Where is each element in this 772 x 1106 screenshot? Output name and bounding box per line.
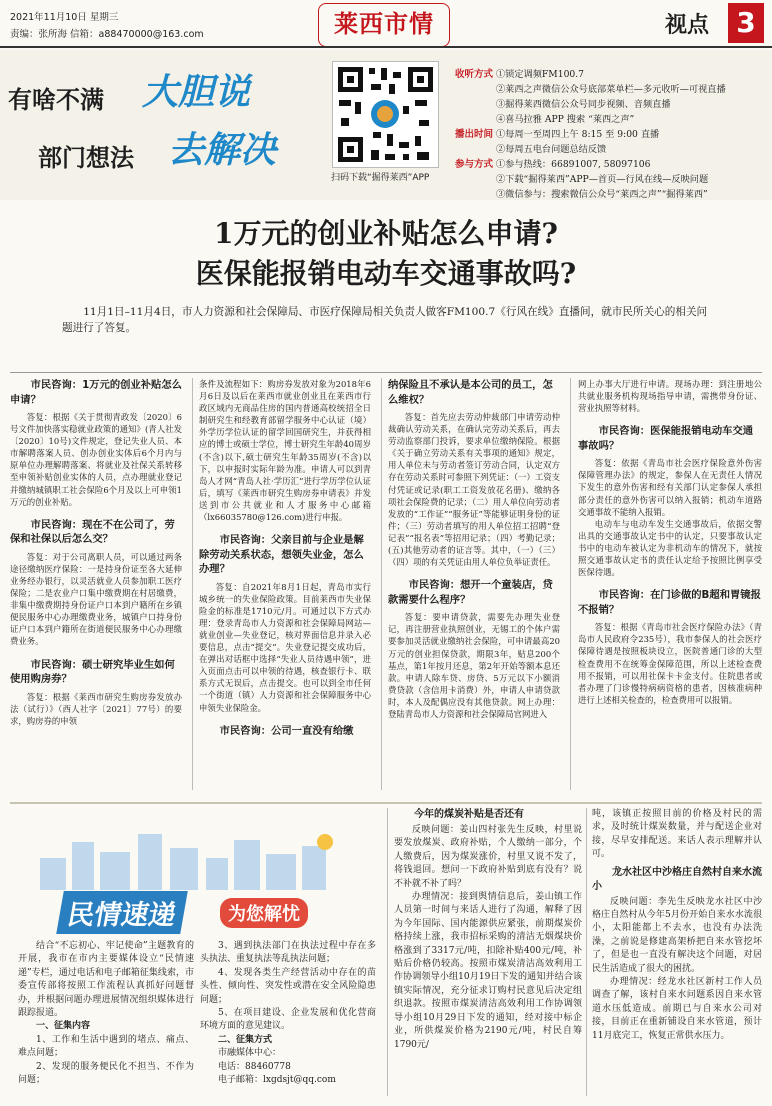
lead-paragraph: 11月1日–11月4日，市人力资源和社会保障局、市医疗保障局相关负责人做客FM100.7《行风在线》直播间，就市民所关心的相关问题进行了答复。 — [62, 306, 708, 334]
story-title: 龙水社区中沙格庄自然村自来水流小 — [592, 866, 762, 892]
slogan-2a: 部门想法 — [38, 144, 134, 172]
question-heading: 纳保险且不承认是本公司的员工，怎么维权？ — [388, 379, 553, 406]
masthead-logo: 莱西市情 — [318, 3, 450, 47]
answer-paragraph: 答复：根据《莱西市研究生购房券发放办法（试行）》（西人社字〔2021〕77号）的要求，购房券的申领 — [10, 691, 182, 726]
question-heading: 市民咨询：1万元的创业补贴怎么申请？ — [10, 379, 182, 406]
question-heading: 市民咨询：在门诊做的B超和胃镜报不报销？ — [578, 589, 761, 616]
answer-paragraph: 条件及流程如下：购房券发放对象为2018年6月6日及以后在莱西市就业创业且在莱西市行政区域内无商品住房的国内普通高校统招全日制研究生和经教育部留学服务中心认证（境）外学历学位认证的留学回国研究生，并获得相应的博士或硕士学位，博士研究生年龄40周岁(不含)以下,硕士研究生年龄35周岁(不含)以下，以申报时实际年龄为准。申请人可以到青岛人才网“青岛人社·学历汇”进行学历学位认证后，填写《莱西市研究生购房券申请表》并发送到市公共就业和人才服务中心邮箱（lx66035780@126.com)进行申报。 — [199, 379, 371, 523]
broadcast-label: 播出时间 — [455, 129, 494, 140]
participate-item: ②下载“掘得莱西”APP—首页—行风在线—反映问题 — [496, 174, 709, 185]
article-column-4 — [578, 378, 762, 706]
answer-paragraph: 答复：依据《青岛市社会医疗保险意外伤害保障管理办法》的规定，参保人在无责任人情况下发生的意外伤害和经有关部门认定参保人承担部分责任的意外伤害可以纳入报销；机动车道路交通事故不能纳入报销。 — [578, 458, 762, 517]
slogan-1b: 大胆说 — [142, 71, 251, 113]
method-org: 市融媒体中心： — [218, 1048, 282, 1059]
story-2 — [592, 808, 762, 1043]
scope-item: 4、发现各类生产经营活动中存在的苗头性、倾向性、突发性或潜在安全风险隐患问题； — [200, 967, 376, 1005]
channels-label: 收听方式 — [455, 69, 494, 80]
column-rule — [387, 808, 388, 1096]
scope-heading: 一、征集内容 — [36, 1021, 91, 1032]
answer-paragraph: 答复：要申请贷款，需要先办理失业登记，再注册营业执照创业，无锡工的个体户需要参加灵活就业缴纳社会保险，可申请最高20万元的创业担保贷款，期限3年，贴息200个基点，第1年按月还息，第2年开始等额本息还款。申请人除车贷、房贷、5万元以下小额消费贷款（含信用卡消费）外，申请人申请贷款时，本人及配偶应没有其他贷款。网上办理：登陆青岛市人力资源和社会保障局官网进入 — [388, 612, 560, 719]
story-paragraph: 吨，该镇正按照目前的价格及村民的需求，及时统计煤炭数量，并与配送企业对接，尽早安排配送。来话人表示理解并认可。 — [592, 809, 762, 860]
story-title: 今年的煤炭补贴是否还有 — [414, 809, 524, 820]
column-rule — [570, 378, 571, 790]
answer-paragraph: 答复：自2021年8月1日起，青岛市实行城乡统一的失业保险政策。目前莱西市失业保险金的标准是1710元/月。可通过以下方式办理：登录青岛市人力资源和社会保障局网站—就业创业—失业登记，核对界面信息并录入必要信息，点击“提交”。失业登记提交成功后，在弹出对话框中选择“失业人员待遇申领”，进入页面点击可以申领的待遇，核查银行卡、联系方式无误后，点击提交。也可以到全市任何一个街道（镇）人力资源和社会保障服务中心申领失业保险金。 — [199, 581, 371, 713]
scope-column — [200, 940, 376, 1087]
article-column-2 — [199, 378, 371, 742]
column-logo — [52, 888, 332, 944]
story-paragraph: 反映问题：姜山四村张先生反映，村里说要发放煤炭、政府补贴，个人缴纳一部分，个人缴费后，因为煤炭涨价，村里又说不发了，将钱退回。想问一下政府补贴到底有没有？说不补就不补了吗？ — [394, 825, 582, 889]
page-number: 3 — [728, 3, 764, 43]
article-column-3 — [388, 378, 560, 720]
broadcast-item: ②每周五电台问题总结反馈 — [496, 144, 607, 155]
channel-item: ②莱西之声微信公众号底部菜单栏—多元收听—可视直播 — [496, 84, 726, 95]
method-email: 电子邮箱：lxgdsjt@qq.com — [218, 1075, 336, 1086]
answer-paragraph: 答复：对于公司离职人员，可以通过两条途径缴纳医疗保险：一是持身份证至各大延伸业务经办银行，以灵活就业人员参加职工医疗保险；二是农业户口集中缴费期在村居缴费，非集中缴费期持身份证户口本到户籍所在乡镇便民服务中心办理缴费业务，城镇户口持身份证户口本到户籍所在街道便民服务中心办理缴费业务。 — [10, 551, 182, 647]
column-rule — [586, 808, 587, 1096]
headline-line-2: 医保能报销电动车交通事故吗? — [195, 257, 577, 290]
story-paragraph: 反映问题：李先生反映龙水社区中沙格庄自然村从今年5月份开始自来水水流很小，太阳能都上不去水，也没有办法洗澡，之前说是修建高架桥把自来水管挖坏了，但是也一直没有解决这个问题，对居民生活造成了很大的困扰。 — [592, 896, 762, 974]
intro-column — [18, 940, 194, 1087]
column-logo-title: 民情速递 — [56, 891, 188, 934]
answer-paragraph: 答复：根据《关于贯彻青政发〔2020〕6号文件加快落实稳就业政策的通知》(青人社发〔2020〕10号)文件规定，登记失业人员、本市解聘落案人员、创办创业实体后6个月内与原单位办理解聘落案、将就业及社保关系转移至申领补贴创业实体的人员，点办理就业登记并缴纳城镇职工社会保险6个月及以上可申领1万元的创业补贴。 — [10, 412, 182, 507]
question-heading: 市民咨询：想开一个童装店，贷款需要什么程序？ — [388, 579, 553, 606]
editor-info: 责编：张所海 信箱：a88470000@163.com — [10, 29, 204, 40]
section-name: 视点 — [665, 13, 710, 38]
qr-caption: 扫码下载“掘得莱西”APP — [331, 173, 430, 183]
question-heading: 市民咨询：父亲目前与企业是解除劳动关系状态，想领失业金，怎么办理？ — [199, 534, 364, 576]
scope-item: 3、遇到执法部门在执法过程中存在多头执法、重复执法等乱执法问题； — [200, 941, 376, 965]
header-divider — [0, 46, 772, 48]
answer-paragraph: 答复：根据《青岛市社会医疗保险办法》（青岛市人民政府令235号），我市参保人的社会医疗保障待遇是按照板块设立，医院普通门诊的大型检查费用不在统筹金保障范围，所以上述检查费用不报销，可以用社保卡卡金支付。住院患者或者办理了门诊慢特病病资格的患者，因核准病种进行上述相关检查的，检查费用可以报销。 — [578, 622, 762, 705]
intro-paragraph: 结合“不忘初心、牢记使命”主题教育的开展，我市在市内主要媒体设立“民情速递”专栏，通过电话和电子邮箱征集线索，市委宣传部将按照工作流程认真抓好问题督办，并根据问题办理进展情况组织媒体进行跟踪报道。 — [18, 941, 194, 1019]
column-rule — [192, 378, 193, 790]
headline-line-1: 1万元的创业补贴怎么申请? — [214, 217, 558, 250]
method-phone: 电话：88460778 — [218, 1061, 291, 1072]
story-1 — [394, 808, 582, 1052]
qr-code-icon — [332, 61, 439, 168]
bottom-illustration — [20, 828, 370, 890]
answer-paragraph: 答复：首先应去劳动仲裁部门申请劳动仲裁确认劳动关系，在确认完劳动关系后，再去劳动监察部门投诉，要求单位缴纳保险。根据《关于确立劳动关系有关事项的通知》规定，用人单位未与劳动者签订劳动合同，认定双方存在劳动关系时可参照下列凭证：（一）工资支付凭证或记录(职工工资发放花名册)、缴纳各项社会保险费的记录；（二）用人单位向劳动者发放的“工作证”“服务证”等能够证明身份的证件；（三）劳动者填写的用人单位招工招聘“登记表”“报名表”等招用记录；（四）考勤记录；(五)其他劳动者的证言等。其中，（一）（三）（四）项的有关凭证由用人单位负举证责任。 — [388, 412, 560, 568]
participate-item: ①参与热线：66891007, 58097106 — [496, 159, 651, 170]
scope-item: 5、在项目建设、企业发展和优化营商环境方面的意见建议。 — [200, 1008, 376, 1032]
question-heading: 市民咨询：现在不在公司了，劳保和社保以后怎么交？ — [10, 518, 175, 546]
question-heading: 市民咨询：公司一直没有给缴 — [219, 724, 354, 737]
answer-paragraph: 电动车与电动车发生交通事故后，依据交警出具的交通事故认定书中的认定，只要事故认定书中的电动车被认定为非机动车的情况下，就按照交通事故认定书的责任认定给予按照比例享受医保待遇。 — [578, 518, 762, 578]
scope-item: 2、发现的服务便民化不担当、不作为问题； — [18, 1061, 194, 1086]
participate-label: 参与方式 — [455, 159, 494, 170]
slogan-2b: 去解决 — [168, 129, 277, 171]
story-paragraph: 办理情况：接到舆情信息后，姜山镇工作人员第一时间与来话人进行了沟通，解释了因为今年国际、国内能源供应紧张，前期煤炭价格持续上涨，我市招标采购的清洁无烟煤块价格涨到了3317元/吨，扣除补贴400元/吨，补贴后价格仍较高。按照市煤炭清洁高效利用工作协调领导小组10月19日下发的通知并结合该镇实际情况，充分征求订购村民意见后决定组织退款。按照市煤炭清洁高效利用工作协调领导小组10月29日下发的通知，经对接中标企业，所供煤炭价格为2190元/吨，村民自筹1790元/ — [394, 892, 582, 1050]
column-rule — [381, 378, 382, 790]
column-logo-subtitle: 为您解忧 — [220, 898, 308, 928]
method-heading: 二、征集方式 — [218, 1034, 273, 1045]
issue-date: 2021年11月10日 星期三 — [10, 12, 119, 23]
section-divider — [10, 372, 762, 373]
channel-item: ①锁定调频FM100.7 — [496, 69, 585, 80]
question-heading: 市民咨询：硕士研究毕业生如何使用购房券？ — [10, 658, 175, 685]
article-column-1 — [10, 378, 182, 727]
channel-item: ③掘得莱西微信公众号同步视频、音频直播 — [496, 99, 671, 110]
broadcast-item: ①每周一至周四上午 8:15 至 9:00 直播 — [496, 129, 660, 140]
scope-item: 1、工作和生活中遇到的堵点、痛点、难点问题； — [18, 1034, 194, 1059]
slogan-1a: 有啥不满 — [8, 86, 104, 114]
story-paragraph: 办理情况：经龙水社区新村工作人员调查了解，该村自来水问题系因自来水管道水压低造成。前期已与自来水公司对接，目前正在重新铺设自来水管道，预计11月底完工，恢复正常供水压力。 — [592, 977, 762, 1041]
channel-item: ④喜马拉雅 APP 搜索 “莱西之声” — [496, 114, 635, 125]
question-heading: 市民咨询：医保能报销电动车交通事故吗？ — [578, 425, 754, 452]
participate-item: ③微信参与：搜索微信公众号“莱西之声”“掘得莱西” — [496, 189, 708, 200]
answer-paragraph: 网上办事大厅进行申请。现场办理：到注册地公共就业服务机构现场指导申请，需携带身份证、营业执照等材料。 — [578, 379, 762, 414]
